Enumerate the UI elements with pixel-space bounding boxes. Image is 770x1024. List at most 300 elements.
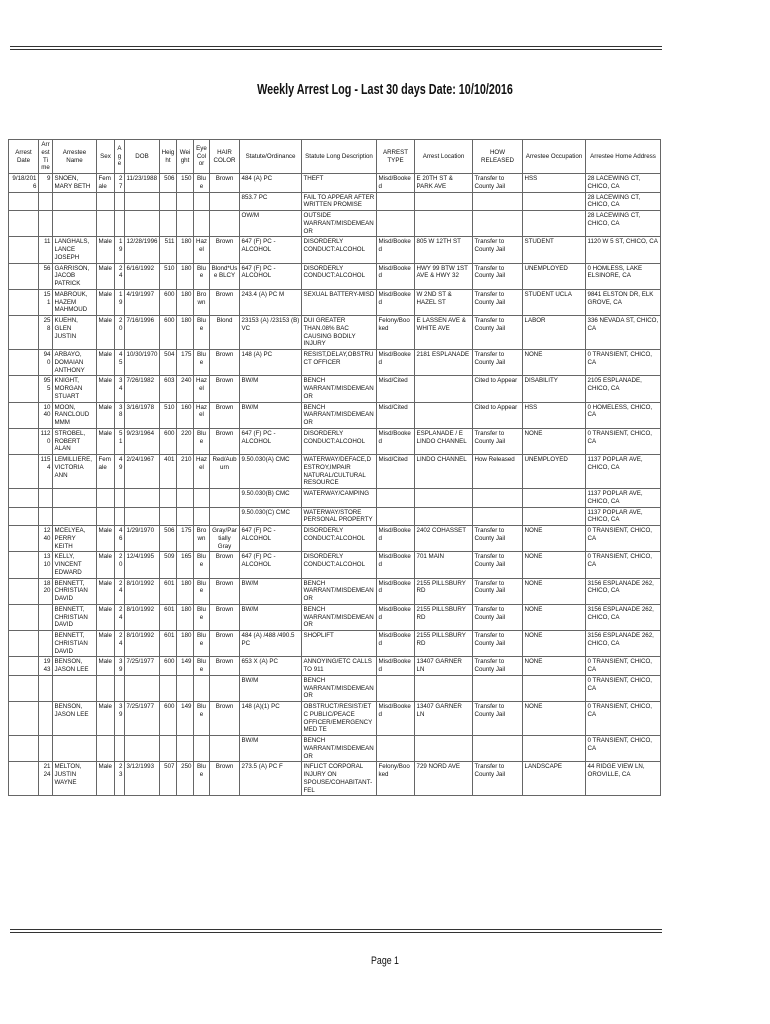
- cell-statute: 647 (F) PC - ALCOHOL: [240, 263, 302, 289]
- cell-arrest-location: 701 MAIN: [415, 552, 473, 578]
- cell-dob: 4/19/1997: [125, 289, 160, 315]
- cell-arrest-time: 1120: [39, 428, 53, 454]
- cell-height: 510: [160, 263, 177, 289]
- cell-weight: [177, 675, 194, 701]
- cell-statute: OW/M: [240, 211, 302, 237]
- cell-eye-color: Hazel: [194, 402, 210, 428]
- cell-sex: Male: [97, 604, 115, 630]
- cell-arrest-type: Felony/Booked: [377, 762, 415, 796]
- cell-eye-color: Blue: [194, 631, 210, 657]
- cell-age: 19: [115, 237, 125, 263]
- cell-hair-color: Brown: [210, 604, 240, 630]
- arrest-log-table: [8, 139, 661, 796]
- cell-arrestee-name: [53, 736, 97, 762]
- cell-arrest-time: [39, 675, 53, 701]
- cell-arrest-date: [9, 657, 39, 676]
- cell-dob: 7/26/1982: [125, 376, 160, 402]
- cell-home-address: 28 LACEWING CT, CHICO, CA: [586, 174, 661, 193]
- cell-occupation: [523, 507, 586, 526]
- cell-hair-color: Brown: [210, 402, 240, 428]
- cell-age: 24: [115, 631, 125, 657]
- cell-how-released: Transfer to County Jail: [473, 289, 523, 315]
- cell-how-released: Transfer to County Jail: [473, 762, 523, 796]
- cell-weight: 210: [177, 455, 194, 489]
- cell-arrestee-name: BENNETT, CHRISTIAN DAVID: [53, 578, 97, 604]
- cell-statute-description: BENCH WARRANT/MISDEMEANOR: [302, 675, 377, 701]
- cell-arrest-location: E LASSEN AVE & WHITE AVE: [415, 316, 473, 350]
- cell-hair-color: Brown: [210, 657, 240, 676]
- cell-height: 511: [160, 237, 177, 263]
- cell-sex: Male: [97, 702, 115, 736]
- cell-age: 45: [115, 350, 125, 376]
- table-row: [9, 289, 661, 315]
- cell-dob: [125, 489, 160, 508]
- cell-arrest-type: Misd/Booked: [377, 526, 415, 552]
- cell-eye-color: [194, 507, 210, 526]
- cell-arrest-date: [9, 631, 39, 657]
- cell-statute: BW/M: [240, 604, 302, 630]
- cell-statute-description: WATERWAY/STORE PERSONAL PROPERTY: [302, 507, 377, 526]
- cell-arrest-location: [415, 736, 473, 762]
- cell-weight: [177, 736, 194, 762]
- table-row: [9, 675, 661, 701]
- cell-arrestee-name: [53, 489, 97, 508]
- cell-weight: 180: [177, 289, 194, 315]
- cell-home-address: 0 HOMELESS, CHICO, CA: [586, 402, 661, 428]
- cell-arrest-location: [415, 211, 473, 237]
- cell-sex: Male: [97, 289, 115, 315]
- cell-home-address: 0 TRANSIENT, CHICO, CA: [586, 526, 661, 552]
- cell-sex: Male: [97, 657, 115, 676]
- cell-arrest-date: [9, 211, 39, 237]
- table-row: [9, 736, 661, 762]
- cell-arrest-date: [9, 762, 39, 796]
- table-row: [9, 237, 661, 263]
- cell-age: [115, 192, 125, 211]
- column-header-height: Height: [160, 140, 177, 174]
- cell-statute: BW/M: [240, 402, 302, 428]
- cell-age: 24: [115, 578, 125, 604]
- cell-arrest-date: [9, 350, 39, 376]
- cell-how-released: Transfer to County Jail: [473, 552, 523, 578]
- cell-arrest-type: Misd/Booked: [377, 263, 415, 289]
- table-row: [9, 174, 661, 193]
- cell-arrest-time: [39, 507, 53, 526]
- cell-height: [160, 507, 177, 526]
- cell-occupation: UNEMPLOYED: [523, 263, 586, 289]
- cell-eye-color: Blue: [194, 552, 210, 578]
- cell-how-released: Cited to Appear: [473, 402, 523, 428]
- column-header-statute-description: Statute Long Description: [302, 140, 377, 174]
- table-row: [9, 507, 661, 526]
- column-header-sex: Sex: [97, 140, 115, 174]
- cell-arrest-date: [9, 402, 39, 428]
- cell-home-address: 28 LACEWING CT, CHICO, CA: [586, 211, 661, 237]
- cell-arrest-time: [39, 211, 53, 237]
- cell-arrest-location: [415, 507, 473, 526]
- cell-arrest-time: [39, 192, 53, 211]
- cell-sex: [97, 675, 115, 701]
- cell-height: [160, 489, 177, 508]
- cell-arrest-type: Misd/Booked: [377, 631, 415, 657]
- cell-dob: [125, 675, 160, 701]
- cell-arrest-time: [39, 702, 53, 736]
- cell-arrest-date: [9, 675, 39, 701]
- cell-how-released: Transfer to County Jail: [473, 702, 523, 736]
- cell-how-released: Transfer to County Jail: [473, 428, 523, 454]
- cell-arrestee-name: BENNETT, CHRISTIAN DAVID: [53, 631, 97, 657]
- table-row: [9, 316, 661, 350]
- cell-weight: [177, 507, 194, 526]
- table-row: [9, 376, 661, 402]
- cell-age: 27: [115, 174, 125, 193]
- cell-home-address: 44 RIDGE VIEW LN, OROVILLE, CA: [586, 762, 661, 796]
- cell-arrest-location: 2181 ESPLANADE: [415, 350, 473, 376]
- cell-hair-color: [210, 211, 240, 237]
- cell-arrest-location: 2155 PILLSBURY RD: [415, 631, 473, 657]
- cell-occupation: HSS: [523, 402, 586, 428]
- cell-height: 600: [160, 657, 177, 676]
- cell-weight: 180: [177, 578, 194, 604]
- cell-hair-color: Brown: [210, 376, 240, 402]
- cell-eye-color: [194, 736, 210, 762]
- cell-arrest-date: [9, 702, 39, 736]
- cell-statute-description: DISORDERLY CONDUCT:ALCOHOL: [302, 237, 377, 263]
- cell-arrestee-name: BENSON, JASON LEE: [53, 702, 97, 736]
- cell-weight: 150: [177, 174, 194, 193]
- cell-arrest-date: [9, 237, 39, 263]
- cell-occupation: NONE: [523, 552, 586, 578]
- cell-sex: Male: [97, 350, 115, 376]
- cell-home-address: 0 TRANSIENT, CHICO, CA: [586, 428, 661, 454]
- cell-weight: 180: [177, 316, 194, 350]
- cell-hair-color: Blond: [210, 316, 240, 350]
- column-header-age: Age: [115, 140, 125, 174]
- cell-arrest-time: 2124: [39, 762, 53, 796]
- cell-eye-color: [194, 211, 210, 237]
- cell-weight: 165: [177, 552, 194, 578]
- cell-dob: [125, 211, 160, 237]
- cell-weight: 180: [177, 631, 194, 657]
- cell-age: [115, 211, 125, 237]
- cell-age: 38: [115, 402, 125, 428]
- cell-arrest-location: 2155 PILLSBURY RD: [415, 604, 473, 630]
- cell-sex: Male: [97, 237, 115, 263]
- cell-home-address: 28 LACEWING CT, CHICO, CA: [586, 192, 661, 211]
- column-header-how-released: HOW RELEASED: [473, 140, 523, 174]
- cell-arrest-date: [9, 552, 39, 578]
- cell-arrest-location: 729 NORD AVE: [415, 762, 473, 796]
- cell-hair-color: [210, 192, 240, 211]
- column-header-weight: Weight: [177, 140, 194, 174]
- cell-hair-color: Brown: [210, 350, 240, 376]
- cell-arrest-type: [377, 675, 415, 701]
- table-row: [9, 552, 661, 578]
- cell-height: 506: [160, 174, 177, 193]
- cell-statute: 647 (F) PC - ALCOHOL: [240, 237, 302, 263]
- cell-arrest-type: Misd/Cited: [377, 376, 415, 402]
- cell-arrest-date: [9, 578, 39, 604]
- cell-home-address: 0 TRANSIENT, CHICO, CA: [586, 350, 661, 376]
- cell-age: 34: [115, 376, 125, 402]
- cell-dob: 8/10/1992: [125, 631, 160, 657]
- cell-home-address: 0 TRANSIENT, CHICO, CA: [586, 702, 661, 736]
- cell-arrest-type: Felony/Booked: [377, 316, 415, 350]
- cell-dob: 7/25/1977: [125, 702, 160, 736]
- cell-sex: Male: [97, 631, 115, 657]
- cell-statute-description: BENCH WARRANT/MISDEMEANOR: [302, 578, 377, 604]
- cell-arrestee-name: SNOEN, MARY BETH: [53, 174, 97, 193]
- cell-arrest-time: [39, 736, 53, 762]
- cell-height: 510: [160, 402, 177, 428]
- cell-statute-description: BENCH WARRANT/MISDEMEANOR: [302, 402, 377, 428]
- cell-height: 600: [160, 289, 177, 315]
- cell-arrest-location: 13407 GARNER LN: [415, 657, 473, 676]
- cell-weight: 175: [177, 526, 194, 552]
- cell-arrest-time: 151: [39, 289, 53, 315]
- cell-statute: 9.50.030(B) CMC: [240, 489, 302, 508]
- cell-age: [115, 507, 125, 526]
- cell-eye-color: Hazel: [194, 376, 210, 402]
- cell-arrest-date: [9, 604, 39, 630]
- cell-occupation: NONE: [523, 350, 586, 376]
- cell-eye-color: [194, 192, 210, 211]
- cell-height: 600: [160, 702, 177, 736]
- cell-eye-color: [194, 675, 210, 701]
- cell-eye-color: Blue: [194, 316, 210, 350]
- cell-statute-description: RESIST,DELAY,OBSTRUCT OFFICER: [302, 350, 377, 376]
- cell-arrest-date: [9, 428, 39, 454]
- cell-sex: [97, 192, 115, 211]
- top-rule: [10, 46, 662, 50]
- cell-arrest-type: Misd/Booked: [377, 237, 415, 263]
- cell-statute-description: DISORDERLY CONDUCT:ALCOHOL: [302, 263, 377, 289]
- cell-occupation: [523, 736, 586, 762]
- column-header-arrest-date: Arrest Date: [9, 140, 39, 174]
- cell-how-released: Transfer to County Jail: [473, 316, 523, 350]
- cell-arrest-type: [377, 489, 415, 508]
- cell-how-released: [473, 507, 523, 526]
- cell-statute-description: DISORDERLY CONDUCT:ALCOHOL: [302, 428, 377, 454]
- cell-height: 509: [160, 552, 177, 578]
- cell-hair-color: Brown: [210, 174, 240, 193]
- cell-dob: 12/28/1996: [125, 237, 160, 263]
- cell-statute: 484 (A) PC: [240, 174, 302, 193]
- cell-eye-color: Blue: [194, 657, 210, 676]
- cell-height: [160, 192, 177, 211]
- cell-weight: 240: [177, 376, 194, 402]
- cell-dob: [125, 507, 160, 526]
- cell-eye-color: Blue: [194, 350, 210, 376]
- cell-how-released: Transfer to County Jail: [473, 237, 523, 263]
- cell-height: [160, 675, 177, 701]
- cell-occupation: NONE: [523, 428, 586, 454]
- cell-eye-color: Brown: [194, 526, 210, 552]
- cell-statute-description: THEFT: [302, 174, 377, 193]
- cell-statute: 647 (F) PC - ALCOHOL: [240, 526, 302, 552]
- cell-hair-color: Red/Auburn: [210, 455, 240, 489]
- cell-hair-color: Brown: [210, 552, 240, 578]
- cell-home-address: 1137 POPLAR AVE, CHICO, CA: [586, 507, 661, 526]
- cell-weight: [177, 211, 194, 237]
- cell-occupation: [523, 211, 586, 237]
- cell-arrest-type: [377, 211, 415, 237]
- cell-arrestee-name: MCELYEA, PERRY KEITH: [53, 526, 97, 552]
- table-row: [9, 631, 661, 657]
- cell-how-released: Transfer to County Jail: [473, 631, 523, 657]
- cell-eye-color: Blue: [194, 263, 210, 289]
- cell-arrest-date: [9, 455, 39, 489]
- cell-home-address: 3156 ESPLANADE 262, CHICO, CA: [586, 578, 661, 604]
- cell-sex: Male: [97, 552, 115, 578]
- cell-sex: Female: [97, 174, 115, 193]
- cell-statute: 243.4 (A) PC M: [240, 289, 302, 315]
- cell-weight: [177, 489, 194, 508]
- cell-statute-description: INFLICT CORPORAL INJURY ON SPOUSE/COHABITANT-FEL: [302, 762, 377, 796]
- cell-hair-color: Brown: [210, 631, 240, 657]
- page-title: Weekly Arrest Log - Last 30 days Date: 10/10/2016: [257, 81, 513, 98]
- cell-dob: 3/12/1993: [125, 762, 160, 796]
- table-row: [9, 578, 661, 604]
- cell-statute-description: BENCH WARRANT/MISDEMEANOR: [302, 376, 377, 402]
- cell-height: 601: [160, 604, 177, 630]
- cell-arrest-date: [9, 526, 39, 552]
- cell-arrest-time: 1040: [39, 402, 53, 428]
- cell-statute: BW/M: [240, 736, 302, 762]
- cell-weight: 180: [177, 237, 194, 263]
- cell-height: 603: [160, 376, 177, 402]
- cell-age: [115, 489, 125, 508]
- cell-statute: 148 (A)(1) PC: [240, 702, 302, 736]
- cell-arrest-date: [9, 376, 39, 402]
- cell-arrest-type: Misd/Cited: [377, 455, 415, 489]
- cell-how-released: [473, 192, 523, 211]
- cell-statute-description: BENCH WARRANT/MISDEMEANOR: [302, 604, 377, 630]
- cell-occupation: NONE: [523, 604, 586, 630]
- cell-arrest-time: [39, 489, 53, 508]
- cell-statute-description: OUTSIDE WARRANT/MISDEMEANOR: [302, 211, 377, 237]
- cell-arrest-time: [39, 631, 53, 657]
- cell-occupation: [523, 675, 586, 701]
- cell-statute: 148 (A) PC: [240, 350, 302, 376]
- cell-how-released: Transfer to County Jail: [473, 526, 523, 552]
- table-header-row: [9, 140, 661, 174]
- cell-arrest-type: [377, 736, 415, 762]
- cell-arrest-location: [415, 402, 473, 428]
- cell-arrest-date: [9, 263, 39, 289]
- cell-dob: 8/10/1992: [125, 578, 160, 604]
- cell-age: 20: [115, 552, 125, 578]
- cell-arrestee-name: LANGHALS, LANCE JOSEPH: [53, 237, 97, 263]
- table-row: [9, 428, 661, 454]
- cell-arrest-time: [39, 604, 53, 630]
- cell-arrestee-name: KUEHN, GLEN JUSTIN: [53, 316, 97, 350]
- cell-statute-description: DISORDERLY CONDUCT:ALCOHOL: [302, 526, 377, 552]
- cell-dob: 10/30/1970: [125, 350, 160, 376]
- cell-age: 39: [115, 657, 125, 676]
- cell-dob: [125, 736, 160, 762]
- cell-sex: [97, 736, 115, 762]
- cell-arrest-location: 2402 COHASSET: [415, 526, 473, 552]
- cell-height: 504: [160, 350, 177, 376]
- cell-arrest-location: [415, 376, 473, 402]
- table-row: [9, 526, 661, 552]
- cell-statute-description: FAIL TO APPEAR AFTER WRITTEN PROMISE: [302, 192, 377, 211]
- cell-occupation: HSS: [523, 174, 586, 193]
- cell-occupation: DISABILITY: [523, 376, 586, 402]
- cell-age: [115, 736, 125, 762]
- cell-home-address: 9841 ELSTON DR, ELK GROVE, CA: [586, 289, 661, 315]
- cell-statute: 853.7 PC: [240, 192, 302, 211]
- cell-arrest-time: 56: [39, 263, 53, 289]
- cell-dob: 8/10/1992: [125, 604, 160, 630]
- cell-how-released: [473, 675, 523, 701]
- table-row: [9, 192, 661, 211]
- cell-arrest-type: Misd/Booked: [377, 657, 415, 676]
- cell-arrestee-name: [53, 507, 97, 526]
- cell-height: 601: [160, 631, 177, 657]
- cell-hair-color: Brown: [210, 702, 240, 736]
- cell-arrest-time: 1240: [39, 526, 53, 552]
- cell-arrest-location: ESPLANADE / E LINDO CHANNEL: [415, 428, 473, 454]
- cell-statute: BW/M: [240, 578, 302, 604]
- cell-height: 507: [160, 762, 177, 796]
- column-header-arrest-time: Arrest Time: [39, 140, 53, 174]
- cell-sex: [97, 211, 115, 237]
- table-row: [9, 402, 661, 428]
- cell-dob: 7/25/1977: [125, 657, 160, 676]
- cell-arrest-type: Misd/Booked: [377, 174, 415, 193]
- cell-arrestee-name: ARBAYO, DOMAIAN ANTHONY: [53, 350, 97, 376]
- cell-arrest-date: [9, 316, 39, 350]
- cell-arrestee-name: [53, 192, 97, 211]
- cell-eye-color: Brown: [194, 289, 210, 315]
- cell-sex: Male: [97, 428, 115, 454]
- cell-arrest-date: [9, 289, 39, 315]
- cell-arrestee-name: LEMILLIERE, VICTORIA ANN: [53, 455, 97, 489]
- cell-statute: BW/M: [240, 675, 302, 701]
- cell-how-released: How Released: [473, 455, 523, 489]
- cell-sex: Male: [97, 316, 115, 350]
- cell-hair-color: Brown: [210, 237, 240, 263]
- cell-height: 506: [160, 526, 177, 552]
- table-row: [9, 489, 661, 508]
- cell-statute-description: ANNOYING/ETC CALLS TO 911: [302, 657, 377, 676]
- cell-arrestee-name: GARRISON, JACOB PATRICK: [53, 263, 97, 289]
- cell-arrest-location: E 20TH ST & PARK AVE: [415, 174, 473, 193]
- cell-hair-color: Gray/Partially Gray: [210, 526, 240, 552]
- cell-dob: 6/16/1992: [125, 263, 160, 289]
- column-header-hair-color: HAIR COLOR: [210, 140, 240, 174]
- cell-arrest-location: [415, 675, 473, 701]
- cell-hair-color: Brown: [210, 578, 240, 604]
- cell-arrest-date: 9/18/2016: [9, 174, 39, 193]
- cell-hair-color: Brown: [210, 762, 240, 796]
- cell-eye-color: Hazel: [194, 237, 210, 263]
- table-row: [9, 263, 661, 289]
- table-row: [9, 350, 661, 376]
- cell-arrestee-name: BENNETT, CHRISTIAN DAVID: [53, 604, 97, 630]
- cell-statute-description: SEXUAL BATTERY-MISD: [302, 289, 377, 315]
- cell-sex: Male: [97, 263, 115, 289]
- cell-height: 401: [160, 455, 177, 489]
- cell-arrest-time: 1820: [39, 578, 53, 604]
- cell-arrest-location: 805 W 12TH ST: [415, 237, 473, 263]
- cell-hair-color: [210, 736, 240, 762]
- cell-hair-color: Brown: [210, 289, 240, 315]
- cell-age: 39: [115, 702, 125, 736]
- column-header-arrestee-name: Arrestee Name: [53, 140, 97, 174]
